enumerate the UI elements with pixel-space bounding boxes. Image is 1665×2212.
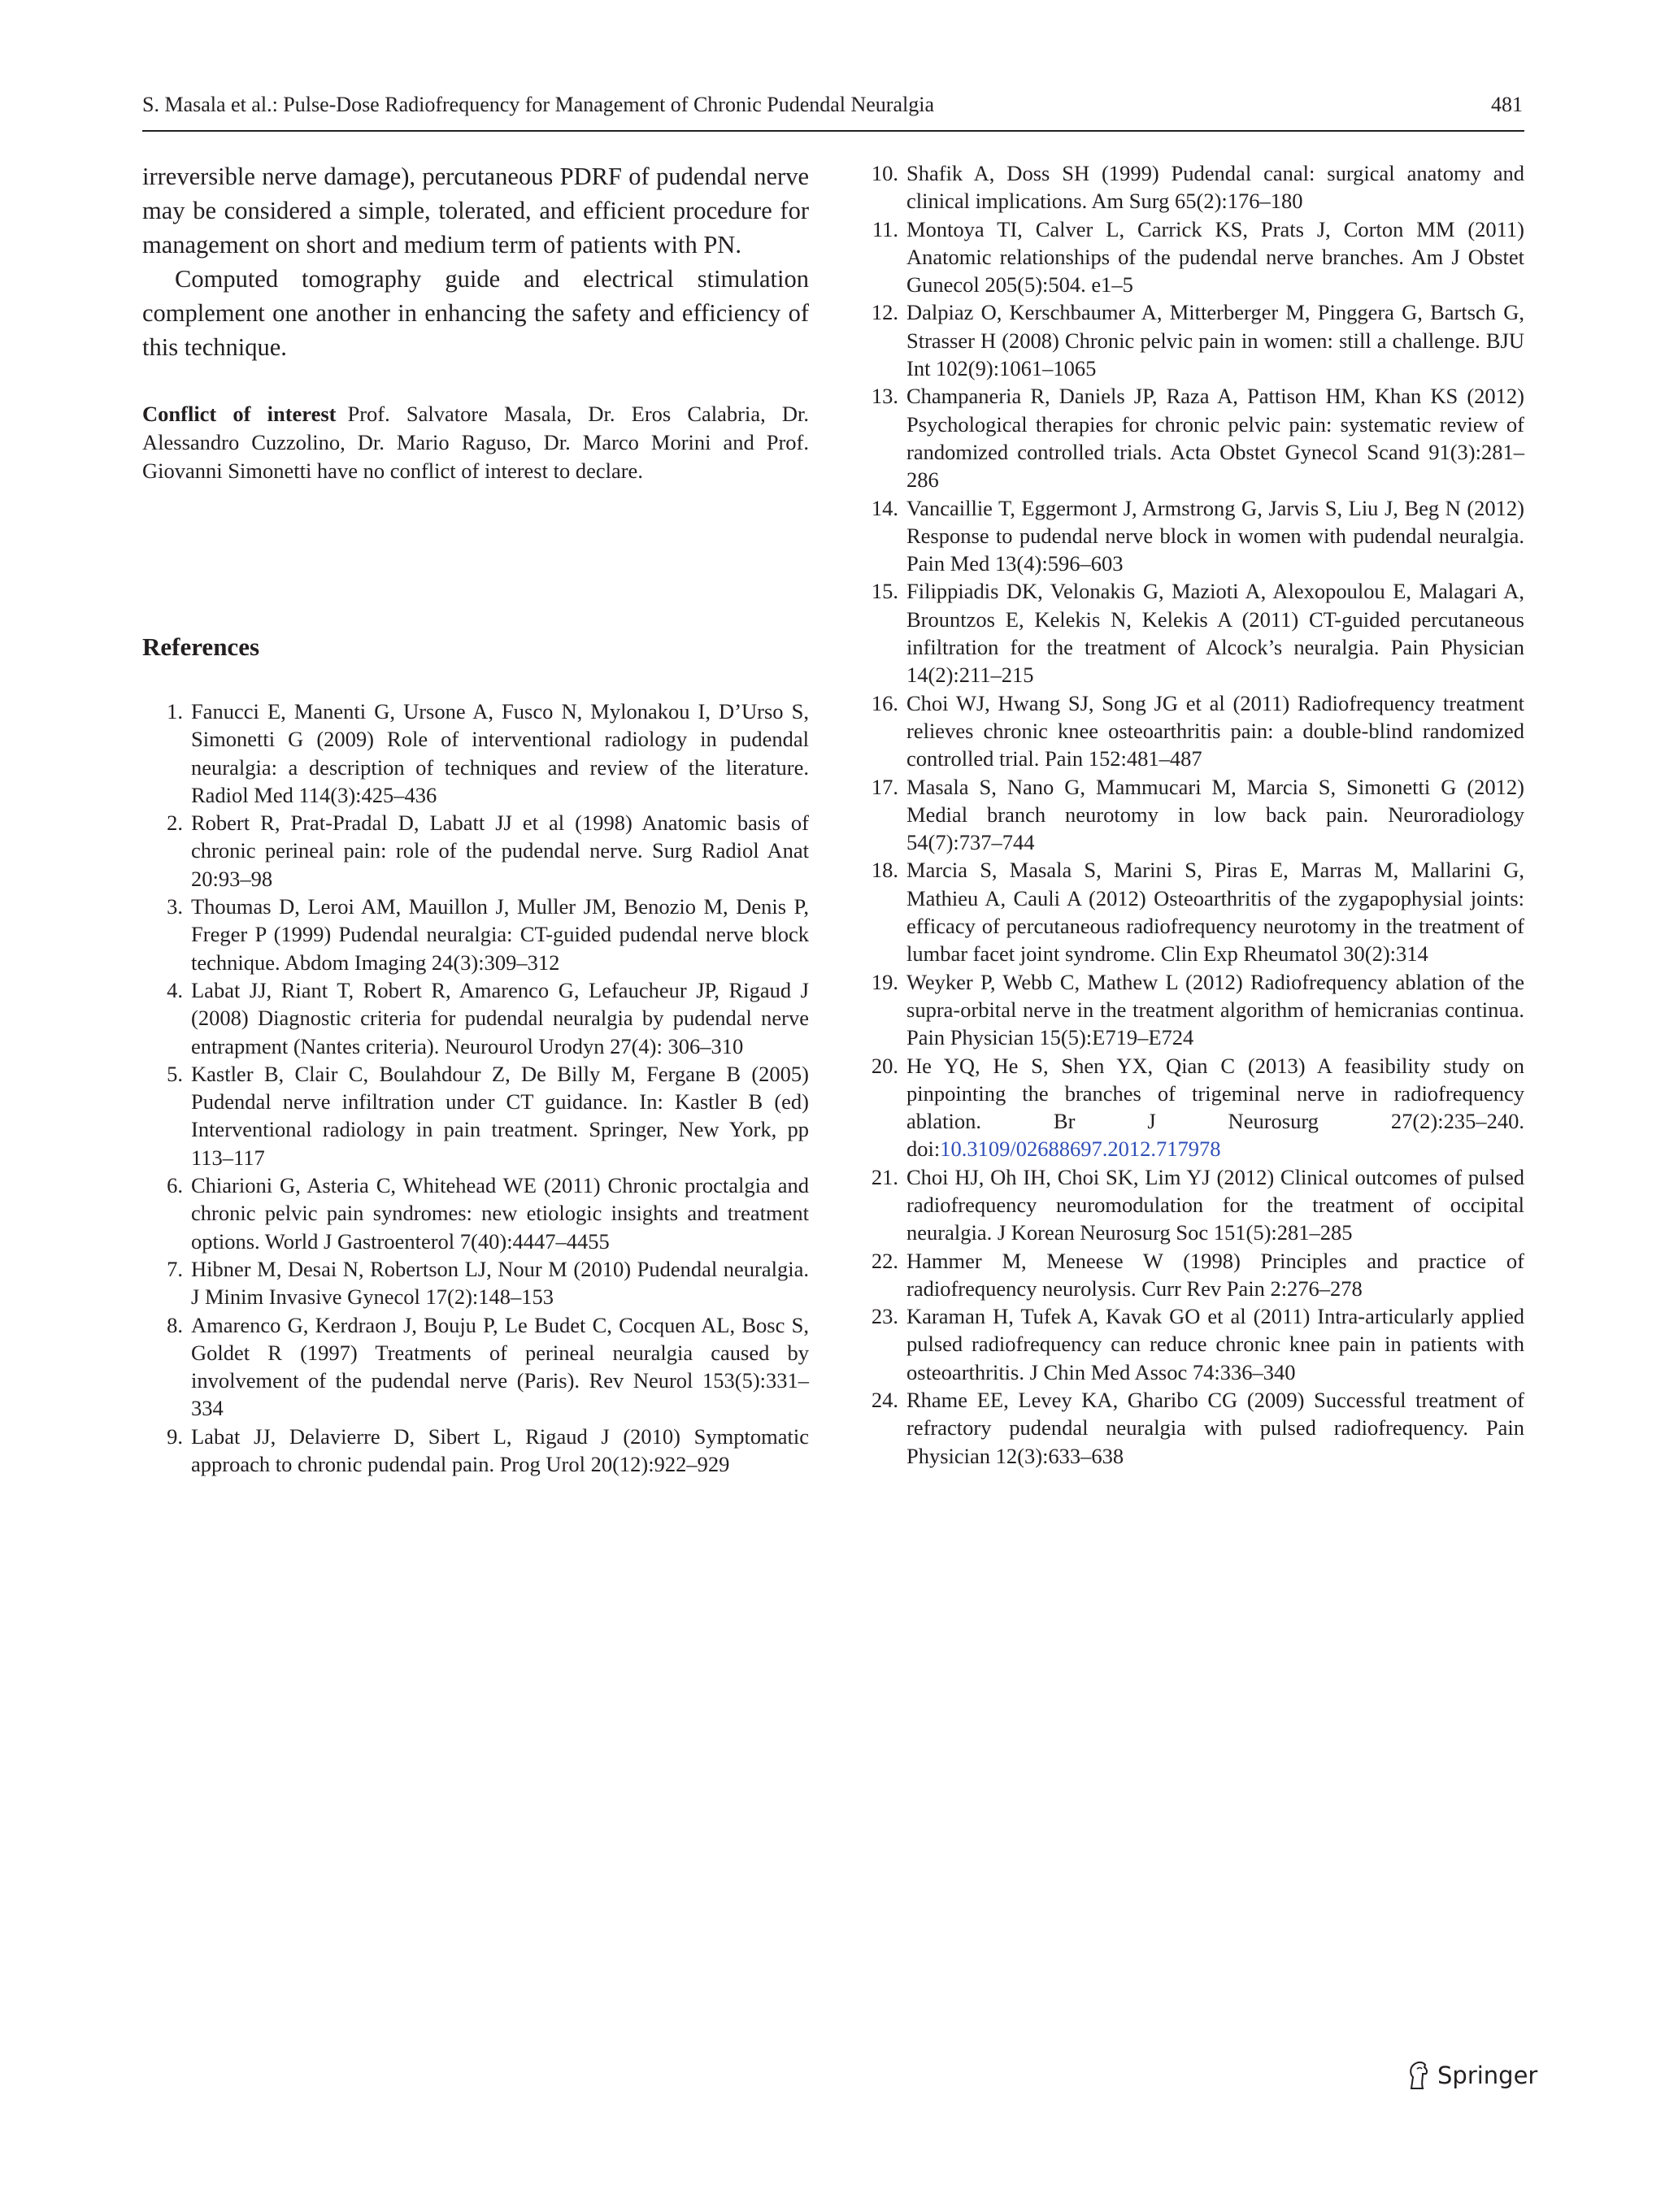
reference-citation: Thoumas D, Leroi AM, Mauillon J, Muller JM, Benozio M, Denis P, Freger P (1999) Pudendal neuralgia: CT-guided pudendal nerve block technique. Abdom Imaging 24(3):309–312 xyxy=(191,894,809,975)
reference-citation: Rhame EE, Levey KA, Gharibo CG (2009) Successful treatment of refractory pudendal neuralgia with pulsed radiofrequency. Pain Physician 12(3):633–638 xyxy=(906,1388,1524,1468)
reference-item xyxy=(142,1171,809,1255)
reference-item xyxy=(858,1386,1524,1470)
reference-number: 7. xyxy=(167,1256,183,1281)
reference-number: 17. xyxy=(871,774,898,799)
reference-text xyxy=(906,577,1524,689)
reference-number: 8. xyxy=(167,1312,183,1337)
reference-number: 1. xyxy=(167,699,183,724)
reference-item xyxy=(858,382,1524,493)
reference-text xyxy=(906,1247,1524,1303)
reference-item xyxy=(142,893,809,976)
left-column-body xyxy=(142,159,809,485)
reference-number: 6. xyxy=(167,1173,183,1198)
reference-number: 4. xyxy=(167,977,183,1002)
body-paragraph: irreversible nerve damage), percutaneous PDRF of pudendal nerve may be considered a simple, tolerated, and efficient procedure for management on short and medium term of patients with PN. xyxy=(142,163,809,259)
reference-citation: Filippiadis DK, Velonakis G, Mazioti A, Alexopoulou E, Malagari A, Brountzos E, Kelekis N, Kelekis A (2011) CT-guided percutaneous infiltration for the treatment of Alcock’s neuralgia. Pain Physician 14(2):211–215 xyxy=(906,579,1524,688)
reference-number: 12. xyxy=(871,300,898,325)
reference-number: 13. xyxy=(871,384,898,409)
reference-citation: Dalpiaz O, Kerschbaumer A, Mitterberger M, Pinggera G, Bartsch G, Strasser H (2008) Chronic pelvic pain in women: still a challenge. BJU Int 102(9):1061–1065 xyxy=(906,300,1524,381)
conflict-of-interest xyxy=(142,400,809,485)
reference-item xyxy=(858,689,1524,773)
reference-number: 23. xyxy=(871,1304,898,1329)
reference-text xyxy=(191,1255,809,1311)
reference-item xyxy=(142,697,809,809)
reference-number: 9. xyxy=(167,1423,183,1449)
reference-citation: Weyker P, Webb C, Mathew L (2012) Radiofrequency ablation of the supra-orbital nerve in the treatment algorithm of hemicranias continua. Pain Physician 15(5):E719–E724 xyxy=(906,969,1524,1050)
reference-number: 24. xyxy=(871,1388,898,1413)
reference-citation: Champaneria R, Daniels JP, Raza A, Pattison HM, Khan KS (2012) Psychological therapies for chronic pelvic pain: systematic review of randomized controlled trials. Acta Obstet Gynecol Scand 91(3):281–286 xyxy=(906,384,1524,493)
reference-citation: Montoya TI, Calver L, Carrick KS, Prats J, Corton MM (2011) Anatomic relationships of the pudendal nerve branches. Am J Obstet Gunecol 205(5):504. e1–5 xyxy=(906,216,1524,298)
reference-citation: Choi WJ, Hwang SJ, Song JG et al (2011) Radiofrequency treatment relieves chronic knee osteoarthritis pain: a double-blind randomized controlled trial. Pain 152:481–487 xyxy=(906,690,1524,771)
reference-text xyxy=(906,159,1524,215)
reference-item xyxy=(858,773,1524,857)
reference-text xyxy=(906,968,1524,1052)
reference-citation: He YQ, He S, Shen YX, Qian C (2013) A feasibility study on pinpointing the branches of trigeminal nerve in radiofrequency ablation. Br J Neurosurg 27(2):235–240. doi: xyxy=(906,1053,1524,1162)
reference-text xyxy=(906,1163,1524,1247)
reference-text xyxy=(906,298,1524,382)
running-head xyxy=(142,89,1524,132)
reference-text xyxy=(906,856,1524,967)
reference-text xyxy=(906,494,1524,578)
reference-text xyxy=(906,1386,1524,1470)
reference-number: 21. xyxy=(871,1164,898,1189)
reference-citation: Labat JJ, Riant T, Robert R, Amarenco G, Lefaucheur JP, Rigaud J (2008) Diagnostic criteria for pudendal neuralgia by pudendal nerve entrapment (Nantes criteria). Neurourol Urodyn 27(4): 306–310 xyxy=(191,977,809,1058)
reference-citation: Chiarioni G, Asteria C, Whitehead WE (2011) Chronic proctalgia and chronic pelvic pain syndromes: new etiologic insights and treatment options. World J Gastroenterol 7(40):4447–4455 xyxy=(191,1173,809,1254)
reference-text xyxy=(191,1060,809,1171)
reference-item xyxy=(858,298,1524,382)
reference-list-left xyxy=(142,697,809,1478)
reference-citation: Marcia S, Masala S, Marini S, Piras E, Marras M, Mallarini G, Mathieu A, Cauli A (2012) Osteoarthritis of the zygapophysial joints: efficacy of percutaneous radiofrequency neurotomy in the treatment of lumbar facet joint syndrome. Clin Exp Rheumatol 30(2):314 xyxy=(906,858,1524,967)
reference-item xyxy=(858,1302,1524,1386)
reference-number: 5. xyxy=(167,1061,183,1086)
reference-number: 3. xyxy=(167,894,183,919)
reference-number: 20. xyxy=(871,1053,898,1078)
reference-item xyxy=(142,809,809,893)
springer-horse-icon xyxy=(1405,2059,1432,2092)
reference-citation: Karaman H, Tufek A, Kavak GO et al (2011) Intra-articularly applied pulsed radiofrequency can reduce chronic knee pain in patients with osteoarthritis. J Chin Med Assoc 74:336–340 xyxy=(906,1304,1524,1384)
reference-text xyxy=(191,697,809,809)
reference-item xyxy=(142,1311,809,1423)
reference-item xyxy=(858,1052,1524,1163)
reference-text xyxy=(191,809,809,893)
reference-text xyxy=(191,1171,809,1255)
reference-citation: Robert R, Prat-Pradal D, Labatt JJ et al (1998) Anatomic basis of chronic perineal pain: role of the pudendal nerve. Surg Radiol Anat 20:93–98 xyxy=(191,810,809,891)
reference-item xyxy=(858,494,1524,578)
publisher-name: Springer xyxy=(1437,2062,1538,2089)
reference-number: 14. xyxy=(871,495,898,520)
doi-link[interactable]: 10.3109/02688697.2012.717978 xyxy=(940,1136,1221,1162)
reference-citation: Hammer M, Meneese W (1998) Principles and practice of radiofrequency neurolysis. Curr Rev Pain 2:276–278 xyxy=(906,1248,1524,1301)
conflict-text: Prof. Salvatore Masala, Dr. Eros Calabria, Dr. Alessandro Cuzzolino, Dr. Mario Raguso, Dr. Marco Morini and Prof. Giovanni Simonetti have no conflict of interest to declare. xyxy=(142,402,809,483)
reference-item xyxy=(858,577,1524,689)
reference-number: 16. xyxy=(871,690,898,715)
reference-number: 15. xyxy=(871,579,898,604)
reference-number: 18. xyxy=(871,858,898,883)
reference-citation: Masala S, Nano G, Mammucari M, Marcia S, Simonetti G (2012) Medial branch neurotomy in low back pain. Neuroradiology 54(7):737–744 xyxy=(906,774,1524,855)
reference-item xyxy=(858,968,1524,1052)
reference-citation: Amarenco G, Kerdraon J, Bouju P, Le Budet C, Cocquen AL, Bosc S, Goldet R (1997) Treatments of perineal neuralgia caused by involvement of the pudendal nerve (Paris). Rev Neurol 153(5):331–334 xyxy=(191,1312,809,1421)
reference-text xyxy=(191,893,809,976)
reference-text xyxy=(906,773,1524,857)
reference-number: 19. xyxy=(871,969,898,994)
reference-citation: Labat JJ, Delavierre D, Sibert L, Rigaud J (2010) Symptomatic approach to chronic pudendal pain. Prog Urol 20(12):922–929 xyxy=(191,1423,809,1477)
references-heading: References xyxy=(142,632,260,661)
reference-text xyxy=(191,1423,809,1479)
reference-number: 2. xyxy=(167,810,183,836)
reference-text xyxy=(906,1302,1524,1386)
reference-citation: Choi HJ, Oh IH, Choi SK, Lim YJ (2012) Clinical outcomes of pulsed radiofrequency neuromodulation for the treatment of occipital neuralgia. J Korean Neurosurg Soc 151(5):281–285 xyxy=(906,1164,1524,1245)
reference-citation: Hibner M, Desai N, Robertson LJ, Nour M (2010) Pudendal neuralgia. J Minim Invasive Gynecol 17(2):148–153 xyxy=(191,1256,809,1310)
reference-text xyxy=(906,689,1524,773)
reference-citation: Kastler B, Clair C, Boulahdour Z, De Billy M, Fergane B (2005) Pudendal nerve infiltration under CT guidance. In: Kastler B (ed) Interventional radiology in pain treatment. Springer, New York, pp 113–117 xyxy=(191,1061,809,1170)
reference-list-right xyxy=(858,159,1524,1470)
reference-citation: Fanucci E, Manenti G, Ursone A, Fusco N, Mylonakou I, D’Urso S, Simonetti G (2009) Role of interventional radiology in pudendal neuralgia: a description of techniques and review of the literature. Radiol Med 114(3):425–436 xyxy=(191,699,809,807)
reference-item xyxy=(858,215,1524,299)
publisher-logo xyxy=(1405,2057,1537,2094)
reference-item xyxy=(142,1255,809,1311)
reference-item xyxy=(858,1247,1524,1303)
reference-number: 22. xyxy=(871,1248,898,1273)
reference-text xyxy=(191,1311,809,1423)
reference-item xyxy=(858,159,1524,215)
reference-number: 11. xyxy=(872,216,898,241)
reference-text xyxy=(191,976,809,1060)
reference-text xyxy=(906,1052,1524,1163)
reference-item xyxy=(858,1163,1524,1247)
page-number: 481 xyxy=(1491,93,1523,116)
reference-text xyxy=(906,215,1524,299)
reference-citation: Vancaillie T, Eggermont J, Armstrong G, Jarvis S, Liu J, Beg N (2012) Response to pudendal nerve block in women with pudendal neuralgia. Pain Med 13(4):596–603 xyxy=(906,495,1524,576)
conflict-label: Conflict of interest xyxy=(142,402,337,426)
reference-item xyxy=(142,1060,809,1171)
body-paragraph: Computed tomography guide and electrical stimulation complement one another in enhancing the safety and efficiency of this technique. xyxy=(142,265,809,361)
reference-item xyxy=(142,1423,809,1479)
reference-number: 10. xyxy=(871,161,898,185)
reference-citation: Shafik A, Doss SH (1999) Pudendal canal: surgical anatomy and clinical implications. Am Surg 65(2):176–180 xyxy=(906,161,1524,214)
reference-item xyxy=(142,976,809,1060)
reference-text xyxy=(906,382,1524,493)
reference-item xyxy=(858,856,1524,967)
running-title: S. Masala et al.: Pulse-Dose Radiofrequency for Management of Chronic Pudendal Neuralgia xyxy=(142,93,934,116)
